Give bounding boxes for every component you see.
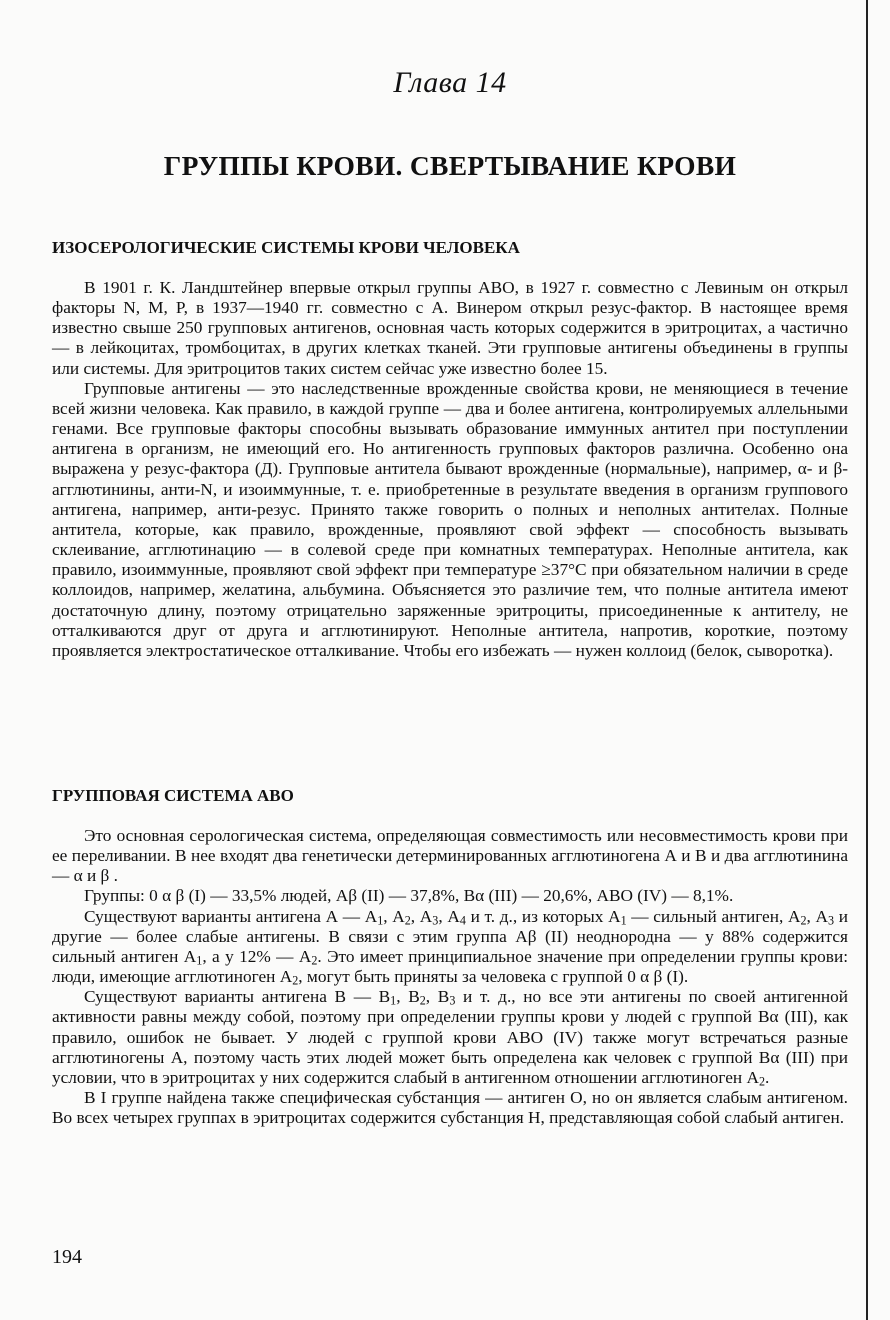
paragraph-antigen-b-variants: Существуют варианты антигена В — $В_1$, $В_2$, $В_3$ и т. д., но все эти антигены по своей антигенной активности равны между собой, поэтому при определении группы крови у людей с группой Вα (III), как правило, ошибок не бывает. У людей с группой крови АВО (IV) также могут встречаться разные агглютиногены А, поэтому часть этих людей может быть определена как человек с группой Вα (III) при условии, что в эритроцитах у них содержится слабый в антигенном отношении агглютиноген $А_2$.	[52, 987, 849, 1089]
paragraph: Это основная серологическая система, определяющая совместимость или несовместимость крови при ее переливании. В нее входят два генетически детерминированных агглютиногена А и В и два агглютинина — α и β .	[52, 826, 848, 886]
section-isoserological-body	[52, 278, 848, 661]
page-title: ГРУППЫ КРОВИ. СВЕРТЫВАНИЕ КРОВИ	[163, 150, 737, 181]
paragraph: В 1901 г. К. Ландштейнер впервые открыл группы АВО, в 1927 г. совместно с Левиным он открыл факторы N, M, P, в 1937—1940 гг. совместно с А. Винером открыл резус-фактор. В настоящее время известно свыше 250 групповых антигенов, основная часть которых содержится в эритроцитах, а частично — в лейкоцитах, тромбоцитах, в других клетках тканей. Эти групповые антигены объединены в группы или системы. Для эритроцитов таких систем сейчас уже известно более 15.	[52, 278, 848, 378]
paragraph: В I группе найдена также специфическая субстанция — антиген О, но он является слабым антигеном. Во всех четырех группах в эритроцитах содержится субстанция Н, представляющая собой слабый антиген.	[52, 1088, 848, 1128]
section-heading-isoserological: ИЗОСЕРОЛОГИЧЕСКИЕ СИСТЕМЫ КРОВИ ЧЕЛОВЕКА	[52, 238, 520, 257]
chapter-label: Глава 14	[393, 66, 507, 99]
paragraph-groups: Группы: 0 α β (I) — 33,5% людей, Аβ (II) — 37,8%, Вα (III) — 20,6%, АВО (IV) — 8,1%.	[84, 886, 734, 906]
section-abo-body	[52, 826, 848, 1128]
section-heading-abo: ГРУППОВАЯ СИСТЕМА АВО	[52, 786, 294, 805]
page-number: 194	[52, 1246, 82, 1268]
paragraph: Групповые антигены — это наследственные врожденные свойства крови, не меняющиеся в течение всей жизни человека. Как правило, в каждой группе — два и более антигена, контролируемых аллельными генами. Все групповые факторы способны вызывать образование иммунных антител при поступлении антигена в организм, не имеющий его. Но антигенность групповых факторов различна. Особенно она выражена у резус-фактора (Д). Групповые антитела бывают врожденные (нормальные), например, α- и β-агглютинины, анти-N, и изоиммунные, т. е. приобретенные в результате введения в организм группового антигена, например, анти-резус. Принято также говорить о полных и неполных антителах. Полные антитела, которые, как правило, врожденные, проявляют свой эффект — способность вызывать склеивание, агглютинацию — в солевой среде при комнатных температурах. Неполные антитела, как правило, изоиммунные, проявляют свой эффект при температуре ≥37°С при обязательном наличии в среде коллоидов, например, желатина, альбумина. Объясняется это различие тем, что полные антитела имеют достаточную длину, поэтому отрицательно заряженные эритроциты, присоединенные к антителу, не отталкиваются друг от друга и агглютинируют. Неполные антитела, напротив, короткие, поэтому проявляется электростатическое отталкивание. Чтобы его избежать — нужен коллоид (белок, сыворотка).	[52, 378, 848, 660]
page-edge-line	[866, 0, 868, 1320]
paragraph-antigen-a-variants: Существуют варианты антигена А — $А_1$, $А_2$, $А_3$, $А_4$ и т. д., из которых $А_1$ — сильный антиген, $А_2$, $А_3$ и другие — более слабые антигены. В связи с этим группа Аβ (II) неоднородна — у 88% содержится сильный антиген $А_1$, а у 12% — $А_2$. Это имеет принципиальное значение при определении группы крови: люди, имеющие агглютиноген $А_2$, могут быть приняты за человека с группой 0 α β (I).	[52, 906, 849, 988]
